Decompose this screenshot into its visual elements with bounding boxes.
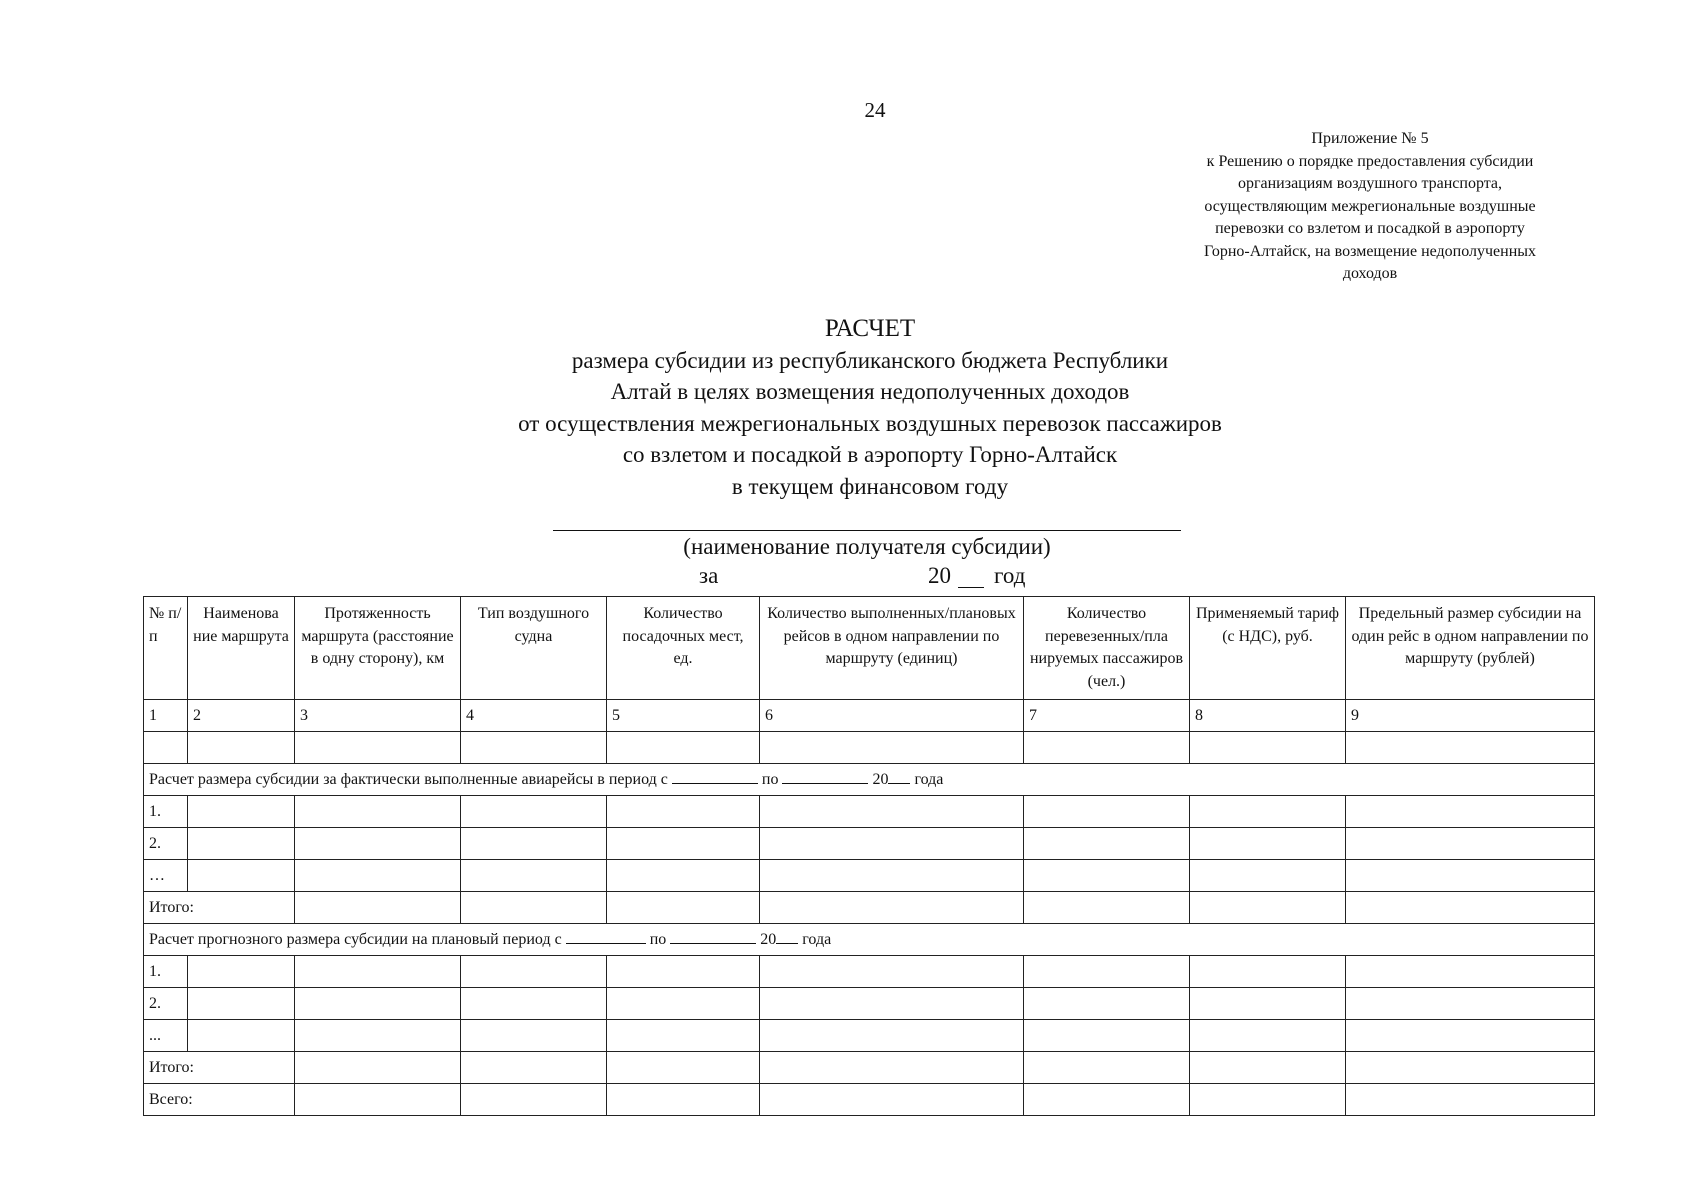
- table-cell[interactable]: [1190, 828, 1346, 860]
- table-cell[interactable]: [760, 1084, 1024, 1116]
- table-cell[interactable]: [188, 988, 295, 1020]
- section-forecast-title: [144, 924, 1595, 956]
- table-cell[interactable]: [461, 1084, 607, 1116]
- table-cell[interactable]: [1346, 732, 1595, 764]
- period-start-blank[interactable]: [566, 926, 646, 944]
- table-cell[interactable]: [295, 796, 461, 828]
- table-cell[interactable]: [1024, 860, 1190, 892]
- appendix-line: Приложение № 5: [1311, 130, 1429, 147]
- total-row: [144, 1052, 1595, 1084]
- column-number: 3: [295, 700, 461, 732]
- table-cell[interactable]: [1024, 892, 1190, 924]
- table-cell[interactable]: [295, 1084, 461, 1116]
- section-actual-po: по: [761, 771, 779, 788]
- col-header-passengers: Количество перевезенных/пла нируемых пассажиров (чел.): [1024, 597, 1190, 700]
- section-actual-year-prefix: 20: [872, 771, 889, 788]
- table-row: [144, 796, 1595, 828]
- total-row: [144, 892, 1595, 924]
- table-cell[interactable]: [188, 732, 295, 764]
- table-cell[interactable]: [607, 1052, 760, 1084]
- appendix-block: [1150, 128, 1590, 286]
- table-cell[interactable]: [295, 732, 461, 764]
- row-number: 2.: [144, 988, 188, 1020]
- table-cell[interactable]: [1190, 892, 1346, 924]
- table-cell[interactable]: [1346, 1084, 1595, 1116]
- appendix-line: доходов: [1342, 265, 1398, 282]
- table-cell[interactable]: [607, 796, 760, 828]
- section-actual-suffix: года: [914, 771, 944, 788]
- table-row: [144, 860, 1595, 892]
- table-cell[interactable]: [607, 988, 760, 1020]
- period-year-prefix: 20: [928, 563, 951, 588]
- recipient-name-line[interactable]: [553, 530, 1181, 531]
- period-end-blank[interactable]: [782, 766, 868, 784]
- row-number: …: [144, 860, 188, 892]
- column-number: 5: [607, 700, 760, 732]
- recipient-caption: (наименование получателя субсидии): [683, 534, 1051, 559]
- table-cell[interactable]: [1346, 1020, 1595, 1052]
- table-cell[interactable]: [295, 892, 461, 924]
- table-cell[interactable]: [1024, 1020, 1190, 1052]
- table-cell[interactable]: [1346, 1052, 1595, 1084]
- table-cell[interactable]: [461, 796, 607, 828]
- table-cell[interactable]: [1346, 956, 1595, 988]
- column-number: 7: [1024, 700, 1190, 732]
- table-cell[interactable]: [188, 1020, 295, 1052]
- section-forecast-suffix: года: [802, 931, 832, 948]
- column-number: 9: [1346, 700, 1595, 732]
- year-blank[interactable]: [888, 766, 910, 784]
- row-number: ...: [144, 1020, 188, 1052]
- table-cell[interactable]: [188, 796, 295, 828]
- table-cell[interactable]: [760, 892, 1024, 924]
- table-cell[interactable]: [1346, 860, 1595, 892]
- title-line: Алтай в целях возмещения недополученных доходов: [610, 379, 1130, 404]
- appendix-line: перевозки со взлетом и посадкой в аэропорту: [1215, 220, 1525, 237]
- table-cell[interactable]: [1190, 1052, 1346, 1084]
- table-cell[interactable]: [607, 828, 760, 860]
- year-blank[interactable]: [776, 926, 798, 944]
- table-row: [144, 828, 1595, 860]
- col-header-route-name: Наименова ние маршрута: [188, 597, 295, 700]
- row-number: 2.: [144, 828, 188, 860]
- title-line: размера субсидии из республиканского бюджета Республики: [571, 347, 1169, 373]
- section-forecast-prefix: Расчет прогнозного размера субсидии на плановый период с: [149, 931, 562, 948]
- table-cell[interactable]: [1190, 988, 1346, 1020]
- subsidy-table: [143, 596, 1595, 1116]
- table-cell[interactable]: [607, 1020, 760, 1052]
- table-cell[interactable]: [607, 860, 760, 892]
- period-za: за: [699, 563, 719, 588]
- table-cell[interactable]: [461, 1020, 607, 1052]
- table-cell[interactable]: [1190, 732, 1346, 764]
- table-cell[interactable]: [607, 892, 760, 924]
- row-number: 1.: [144, 796, 188, 828]
- table-cell[interactable]: [760, 860, 1024, 892]
- table-cell[interactable]: [1190, 860, 1346, 892]
- table-row: [144, 1020, 1595, 1052]
- table-cell[interactable]: [1024, 1084, 1190, 1116]
- col-header-aircraft-type: Тип воздушного судна: [461, 597, 607, 700]
- table-cell[interactable]: [188, 828, 295, 860]
- table-cell[interactable]: [1346, 828, 1595, 860]
- table-cell[interactable]: [607, 1084, 760, 1116]
- table-cell[interactable]: [760, 796, 1024, 828]
- table-cell[interactable]: [461, 860, 607, 892]
- table-row: [144, 956, 1595, 988]
- appendix-line: организациям воздушного транспорта,: [1237, 175, 1503, 192]
- column-number: 4: [461, 700, 607, 732]
- col-header-max-subsidy: Предельный размер субсидии на один рейс в одном направлении по маршруту (рублей): [1346, 597, 1595, 700]
- table-cell[interactable]: [295, 1052, 461, 1084]
- total-label: Итого:: [144, 892, 295, 924]
- table-cell[interactable]: [461, 732, 607, 764]
- table-cell[interactable]: [461, 1052, 607, 1084]
- column-number: 8: [1190, 700, 1346, 732]
- table-cell[interactable]: [1190, 1020, 1346, 1052]
- section-actual-prefix: Расчет размера субсидии за фактически выполненные авиарейсы в период с: [149, 771, 668, 788]
- document-title: [400, 313, 1340, 502]
- table-cell[interactable]: [461, 956, 607, 988]
- table-cell[interactable]: [295, 860, 461, 892]
- period-start-blank[interactable]: [672, 766, 758, 784]
- table-cell[interactable]: [295, 1020, 461, 1052]
- appendix-line: осуществляющим межрегиональные воздушные: [1204, 197, 1536, 215]
- period-line: [553, 563, 1181, 593]
- table-cell[interactable]: [295, 988, 461, 1020]
- table-cell[interactable]: [1190, 956, 1346, 988]
- table-cell[interactable]: [607, 956, 760, 988]
- table-cell[interactable]: [1346, 892, 1595, 924]
- table-cell[interactable]: [1024, 732, 1190, 764]
- period-year-blank[interactable]: [958, 563, 984, 588]
- table-cell[interactable]: [188, 956, 295, 988]
- period-god: год: [994, 563, 1026, 588]
- section-forecast-po: по: [649, 931, 667, 948]
- table-cell[interactable]: [295, 828, 461, 860]
- table-cell[interactable]: [1024, 1052, 1190, 1084]
- title-line: от осуществления межрегиональных воздушных перевозок пассажиров: [518, 410, 1222, 436]
- header-row: [144, 597, 1595, 700]
- table-cell[interactable]: [461, 988, 607, 1020]
- column-number-row: [144, 700, 1595, 732]
- table-cell[interactable]: [144, 732, 188, 764]
- table-cell[interactable]: [760, 1052, 1024, 1084]
- title-heading: РАСЧЕТ: [824, 315, 916, 342]
- appendix-line: Горно-Алтайск, на возмещение недополученных: [1203, 242, 1537, 260]
- table-cell[interactable]: [760, 732, 1024, 764]
- column-number: 2: [188, 700, 295, 732]
- col-header-tariff: Применяемый тариф (с НДС), руб.: [1190, 597, 1346, 700]
- title-line: со взлетом и посадкой в аэропорту Горно-Алтайск: [622, 442, 1118, 467]
- section-forecast-header: [144, 924, 1595, 956]
- column-number: 6: [760, 700, 1024, 732]
- table-row-blank: [144, 732, 1595, 764]
- appendix-line: к Решению о порядке предоставления субсидии: [1206, 152, 1534, 170]
- table-cell[interactable]: [760, 828, 1024, 860]
- section-actual-title: [144, 764, 1595, 796]
- section-actual-header: [144, 764, 1595, 796]
- period-end-blank[interactable]: [670, 926, 756, 944]
- table-cell[interactable]: [1024, 988, 1190, 1020]
- col-header-flights: Количество выполненных/плановых рейсов в одном направлении по маршруту (единиц): [760, 597, 1024, 700]
- table-cell[interactable]: [1346, 796, 1595, 828]
- col-header-route-length: Протяженность маршрута (расстояние в одну сторону), км: [295, 597, 461, 700]
- table-cell[interactable]: [760, 956, 1024, 988]
- table-cell[interactable]: [295, 956, 461, 988]
- table-row: [144, 988, 1595, 1020]
- column-number: 1: [144, 700, 188, 732]
- table-cell[interactable]: [760, 1020, 1024, 1052]
- table-cell[interactable]: [1024, 828, 1190, 860]
- table-cell[interactable]: [1346, 988, 1595, 1020]
- table-cell[interactable]: [461, 892, 607, 924]
- table-cell[interactable]: [760, 988, 1024, 1020]
- page-number: 24: [864, 98, 886, 122]
- grand-total-label: Всего:: [144, 1084, 295, 1116]
- row-number: 1.: [144, 956, 188, 988]
- grand-total-row: [144, 1084, 1595, 1116]
- col-header-number: № п/п: [144, 597, 188, 700]
- table-cell[interactable]: [1024, 956, 1190, 988]
- table-cell[interactable]: [1190, 1084, 1346, 1116]
- table-cell[interactable]: [461, 828, 607, 860]
- table-cell[interactable]: [188, 860, 295, 892]
- col-header-seats: Количество посадочных мест, ед.: [607, 597, 760, 700]
- table-cell[interactable]: [607, 732, 760, 764]
- section-forecast-year-prefix: 20: [760, 931, 777, 948]
- table-cell[interactable]: [1024, 796, 1190, 828]
- title-line: в текущем финансовом году: [731, 473, 1009, 499]
- table-cell[interactable]: [1190, 796, 1346, 828]
- total-label: Итого:: [144, 1052, 295, 1084]
